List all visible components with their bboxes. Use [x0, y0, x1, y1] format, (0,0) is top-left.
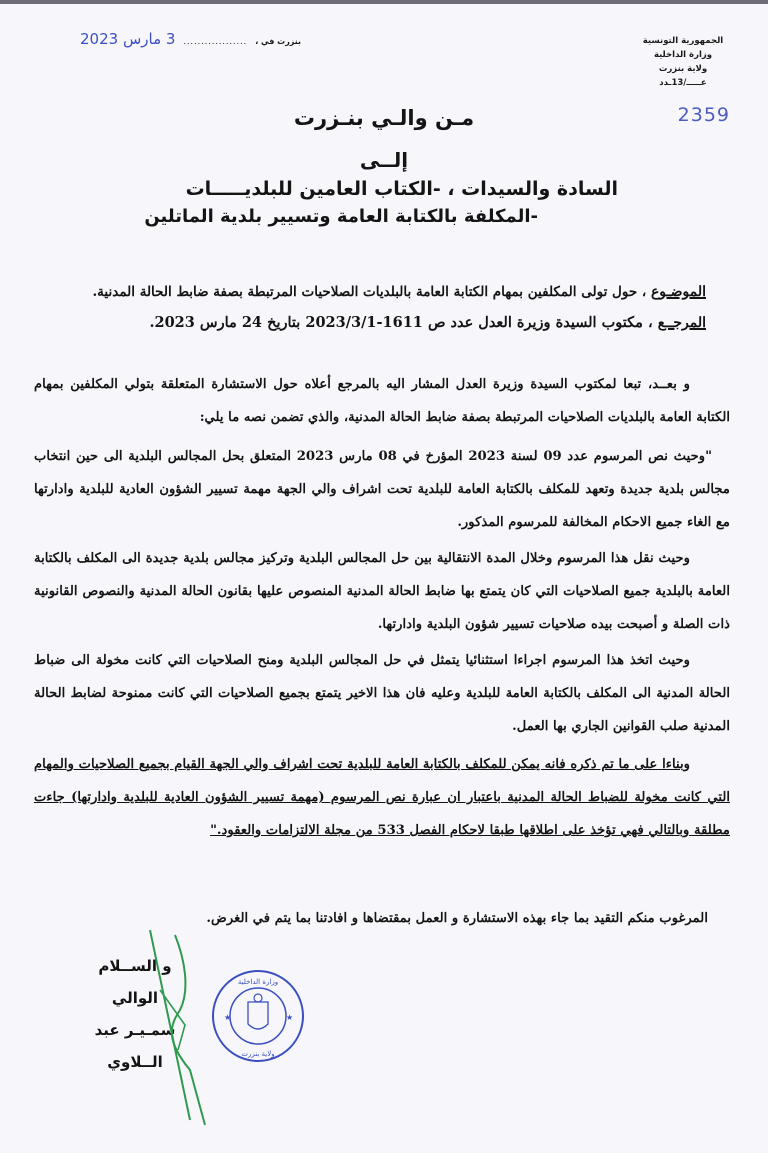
addressee-line-1: السادة والسيدات ، -الكتاب العامين للبلديـــــات: [185, 178, 618, 200]
sender-title: مـن والـي بنـزرت: [293, 106, 475, 130]
official-seal: [210, 968, 306, 1064]
letterhead: [628, 34, 738, 90]
subject-text: ، حول تولى المكلفين بمهام الكتابة العامة بالبلديات الصلاحيات المرتبطة بصفة ضابط الحالة المدنية.: [92, 284, 647, 300]
place-label: بنزرت في ،: [255, 37, 302, 46]
letterhead-ministry: وزارة الداخلية: [653, 50, 713, 60]
reference-text: ، مكتوب السيدة وزيرة العدل عدد ص 1611-2023/3/1 بتاريخ 24 مارس 2023.: [149, 314, 653, 331]
reference-line: [56, 314, 706, 331]
paragraph-exceptional: وحيث اتخذ هذا المرسوم اجراءا استثنائيا يتمثل في حل المجالس البلدية ومنح الصلاحيات التي كانت مخولة الى ضباط الحالة المدنية الى المكلف بالكتابة العامة للبلدية وعليه فان هذا الاخير يتمتع بجميع الصلاحيات التي كانت ممنوحة لضابط الحالة المدنية صلب القوانين الجاري بها العمل.: [34, 653, 730, 734]
letterhead-country: الجمهورية التونسية: [642, 36, 724, 46]
registration-number: 2359: [677, 104, 730, 126]
subject-line: [56, 284, 706, 300]
svg-text:★: ★: [286, 1013, 294, 1022]
stamped-date: 3 مارس 2023: [80, 30, 176, 48]
to-label: إلــى: [359, 148, 409, 172]
paragraph-intro: و بعــد، تبعا لمكتوب السيدة وزيرة العدل المشار اليه بالمرجع أعلاه حول الاستشارة المتعلقة بتولي المكلفين بمهام الكتابة العامة بالبلديات الصلاحيات المرتبطة بصفة ضابط الحالة المدنية، والذي تضمن نصه ما يلي:: [34, 377, 730, 425]
salutation: و الســلام: [98, 957, 172, 975]
reference-label: المرجــع: [657, 315, 706, 331]
paragraph-request: المرغوب منكم التقيد بما جاء بهذه الاستشارة و العمل بمقتضاها و افادتنا بما يتم في الغرض.: [206, 911, 708, 926]
letterhead-number: عـــــ/13ـدد: [659, 78, 707, 88]
letterhead-governorate: ولاية بنزرت: [658, 64, 708, 74]
date-dots: ..................: [183, 37, 248, 46]
paragraph-decree: "وحيث نص المرسوم عدد 09 لسنة 2023 المؤرخ في 08 مارس 2023 المتعلق بحل المجالس البلدية الى حين انتخاب مجالس بلدية جديدة وتعهد للمكلف بالكتابة العامة للبلدية تحت اشراف والي الجهة مهمة تسيير الشؤون العادية للبلدية وادارتها مع الغاء جميع الاحكام المخالفة للمرسوم المذكور.: [34, 449, 730, 530]
signatory-title: الوالي: [111, 989, 159, 1007]
seal-bottom-text: ولاية بنزرت: [241, 1050, 275, 1058]
place-date: [80, 30, 301, 48]
paragraph-transfer: وحيث نقل هذا المرسوم وخلال المدة الانتقالية بين حل المجالس البلدية وتركيز مجالس بلدية جديدة الى المكلف بالكتابة العامة بالبلدية جميع الصلاحيات التي كان يتمتع بها ضابط الحالة المدنية المنصوص عليها بقانون الحالة المدنية والنصوص القانونية ذات الصلة و أصبحت بيده صلاحيات تسيير شؤون البلدية وادارتها.: [34, 551, 730, 632]
addressee-line-2: -المكلفة بالكتابة العامة وتسيير بلدية الماتلين: [144, 206, 538, 227]
signatory-name: سمـيـر عبد الــلاوي: [94, 1021, 176, 1071]
subject-label: الموضـوع: [650, 284, 706, 300]
paragraph-conclusion: وبناءا على ما تم ذكره فانه يمكن للمكلف بالكتابة العامة للبلدية تحت اشراف والي الجهة القيام بجميع الصلاحيات والمهام التي كانت مخولة للضباط الحالة المدنية باعتبار ان عبارة نص المرسوم (مهمة تسيير الشؤون العادية للبلدية وادارتها) جاءت مطلقة وبالتالي فهي تؤخذ على اطلاقها طبقا لاحكام الفصل 533 من مجلة الالتزامات والعقود.": [34, 757, 730, 838]
seal-top-text: وزارة الداخلية: [237, 978, 279, 986]
svg-text:★: ★: [224, 1013, 232, 1022]
